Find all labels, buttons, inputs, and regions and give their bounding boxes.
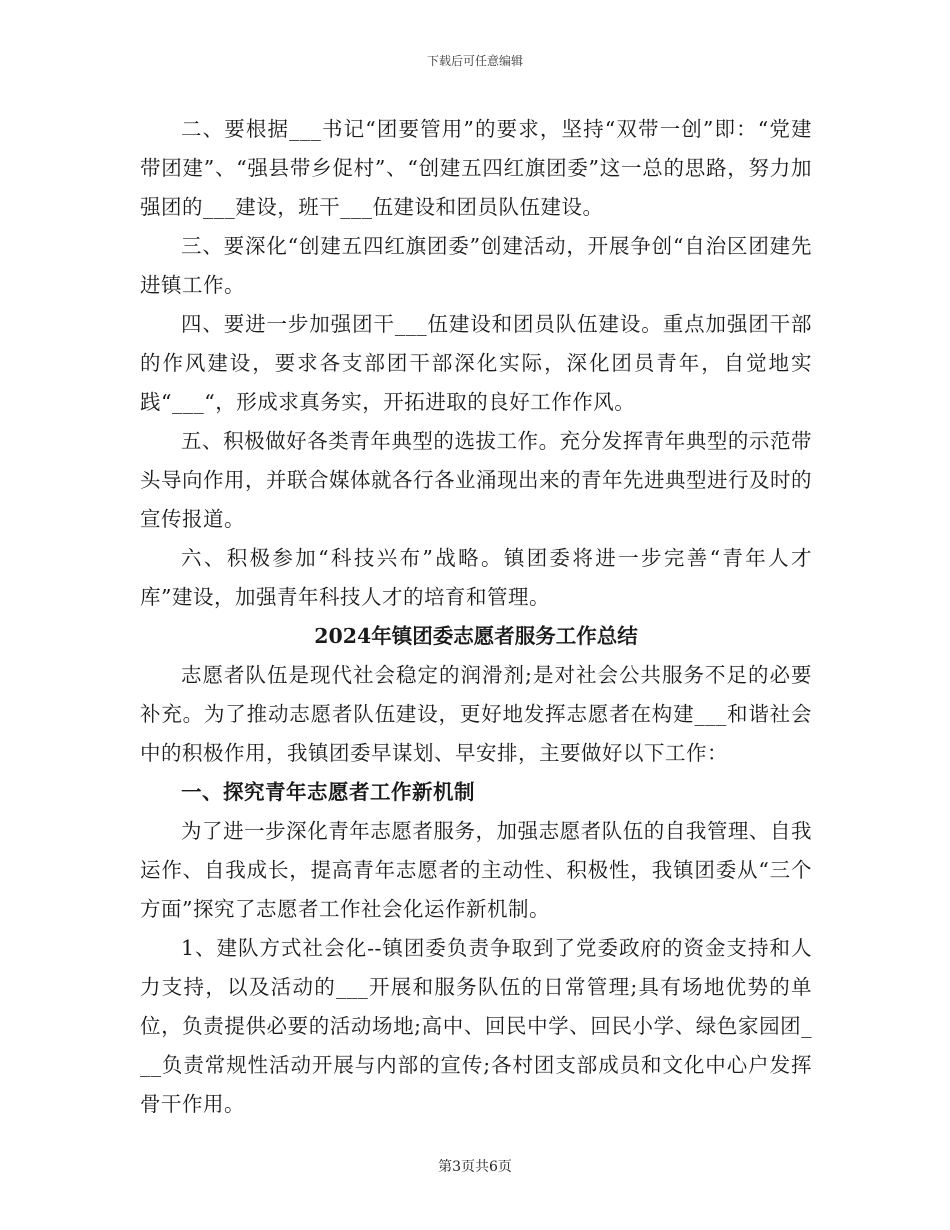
section-heading: 一、探究青年志愿者工作新机制 [181,780,475,804]
document-body [140,110,812,1124]
paragraph-item-2: 二、要根据___书记“团要管用”的要求，坚持“双带一创”即：“党建带团建”、“强县带乡促村”、“创建五四红旗团委”这一总的思路，努力加强团的___建设，班干___伍建设和团员队伍建设。 [140,117,812,219]
section-paragraph-1: 为了进一步深化青年志愿者服务，加强志愿者队伍的自我管理、自我运作、自我成长，提高青年志愿者的主动性、积极性，我镇团委从“三个方面”探究了志愿者工作社会化运作新机制。 [140,819,812,921]
page-number: 第3页共6页 [438,1159,512,1175]
section-paragraph-2: 1、建队方式社会化--镇团委负责争取到了党委政府的资金支持和人力支持，以及活动的___开展和服务队伍的日常管理;具有场地优势的单位，负责提供必要的活动场地;高中、回民中学、回民小学、绿色家园团___负责常规性活动开展与内部的宣传;各村团支部成员和文化中心户发挥骨干作用。 [140,936,812,1116]
paragraph-item-4: 四、要进一步加强团干___伍建设和团员队伍建设。重点加强团干部的作风建设，要求各支部团干部深化实际，深化团员青年，自觉地实践“___“，形成求真务实，开拓进取的良好工作作风。 [140,312,812,414]
paragraph-item-6: 六、积极参加“科技兴布”战略。镇团委将进一步完善“青年人才库”建设，加强青年科技人才的培育和管理。 [140,546,812,609]
section-intro: 志愿者队伍是现代社会稳定的润滑剂;是对社会公共服务不足的必要补充。为了推动志愿者队伍建设，更好地发挥志愿者在构建___和谐社会中的积极作用，我镇团委早谋划、早安排，主要做好以下工作： [140,663,812,765]
page-header: 下载后可任意编辑 [426,54,523,68]
section-title: 2024年镇团委志愿者服务工作总结 [314,624,638,648]
paragraph-item-5: 五、积极做好各类青年典型的选拔工作。充分发挥青年典型的示范带头导向作用，并联合媒体就各行各业涌现出来的青年先进典型进行及时的宣传报道。 [140,429,812,531]
paragraph-item-3: 三、要深化“创建五四红旗团委”创建活动，开展争创“自治区团建先进镇工作。 [140,234,812,297]
